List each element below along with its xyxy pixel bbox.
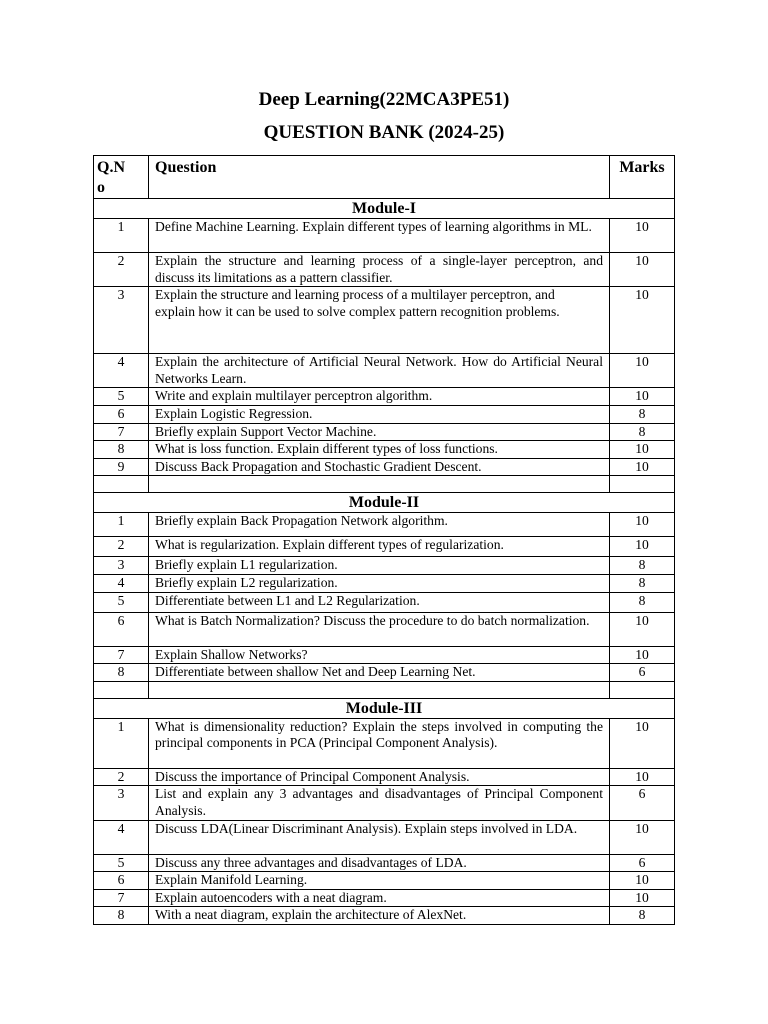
question-text-line: Explain the architecture of Artificial Neural Network. How do Artificial Neural Networks Learn. [155,354,603,386]
question-row [94,907,675,925]
question-number: 1 [94,718,149,768]
question-marks: 6 [610,664,675,682]
question-row [94,718,675,768]
question-table-body [94,156,675,925]
question-marks: 10 [610,612,675,646]
question-text [149,612,610,646]
question-number: 8 [94,441,149,459]
question-number: 3 [94,557,149,575]
question-text [149,820,610,854]
question-row [94,646,675,664]
blank-cell [94,681,149,698]
question-number: 6 [94,872,149,890]
question-text-line: Differentiate between L1 and L2 Regularization. [155,592,420,608]
question-marks: 10 [610,388,675,406]
question-row [94,287,675,354]
blank-cell [149,476,610,493]
question-text-line: Define Machine Learning. Explain different types of learning algorithms in ML. [155,219,592,234]
question-text-line: Explain the structure and learning process of a single-layer perceptron, and discuss its limitations as a pattern classifier. [155,253,603,285]
question-text [149,405,610,423]
question-text [149,889,610,907]
module-title: Module-I [94,199,675,219]
question-row [94,219,675,253]
question-text-line: explain how it can be used to solve complex pattern recognition problems. [155,303,560,319]
question-marks: 10 [610,646,675,664]
question-marks: 10 [610,889,675,907]
question-row [94,513,675,537]
question-text-line: Discuss the importance of Principal Component Analysis. [155,768,470,784]
question-text [149,574,610,592]
question-marks: 10 [610,458,675,476]
question-text [149,646,610,664]
question-number: 8 [94,907,149,925]
question-text [149,287,610,354]
module-header-row [94,698,675,718]
question-text-line: Explain Manifold Learning. [155,872,308,888]
question-number: 3 [94,287,149,354]
question-row [94,664,675,682]
question-text-line: What is dimensionality reduction? Explain the steps involved in computing the principal components in PCA (Principal Component Analysis). [155,718,603,751]
question-text-line: List and explain any 3 advantages and disadvantages of Principal Component Analysis. [155,786,603,818]
question-number: 8 [94,664,149,682]
question-marks: 8 [610,574,675,592]
question-text [149,253,610,287]
question-row [94,388,675,406]
question-text-line: Write and explain multilayer perceptron algorithm. [155,388,433,404]
question-row [94,786,675,820]
question-number: 4 [94,574,149,592]
question-marks: 10 [610,872,675,890]
question-text [149,557,610,575]
question-number: 3 [94,786,149,820]
question-text-line: Differentiate between shallow Net and Deep Learning Net. [155,664,476,680]
question-number: 4 [94,820,149,854]
question-number: 7 [94,423,149,441]
question-text [149,537,610,557]
question-row [94,557,675,575]
question-number: 7 [94,889,149,907]
question-text [149,219,610,253]
marks-header: Marks [610,156,675,199]
qno-header: Q.N o [94,156,149,199]
question-number: 2 [94,537,149,557]
question-number: 9 [94,458,149,476]
question-marks: 10 [610,768,675,786]
question-row [94,423,675,441]
question-text-line: Explain Shallow Networks? [155,646,308,662]
question-marks: 10 [610,537,675,557]
question-number: 5 [94,388,149,406]
question-header: Question [149,156,610,199]
question-text-line: What is regularization. Explain different types of regularization. [155,537,504,553]
question-text [149,786,610,820]
question-text [149,592,610,612]
question-number: 5 [94,854,149,872]
question-row [94,405,675,423]
question-number: 6 [94,405,149,423]
question-row [94,820,675,854]
blank-cell [149,681,610,698]
question-text [149,664,610,682]
question-row [94,458,675,476]
question-marks: 10 [610,354,675,388]
question-text-line: Discuss LDA(Linear Discriminant Analysis). Explain steps involved in LDA. [155,820,578,836]
module-title: Module-III [94,698,675,718]
question-row [94,253,675,287]
question-text [149,768,610,786]
question-text-line: With a neat diagram, explain the architecture of AlexNet. [155,907,467,923]
question-text [149,388,610,406]
question-number: 5 [94,592,149,612]
question-marks: 8 [610,592,675,612]
question-text-line: Explain autoencoders with a neat diagram. [155,889,387,905]
question-row [94,889,675,907]
blank-row [94,681,675,698]
question-text [149,354,610,388]
question-text-line: Explain the structure and learning process of a multilayer perceptron, and [155,287,555,303]
question-row [94,354,675,388]
blank-cell [610,681,675,698]
question-text [149,872,610,890]
question-row [94,872,675,890]
question-marks: 8 [610,423,675,441]
question-text [149,423,610,441]
question-row [94,574,675,592]
question-text [149,718,610,768]
question-row [94,854,675,872]
module-title: Module-II [94,493,675,513]
question-text-line: Briefly explain L2 regularization. [155,574,338,590]
question-text-line: Explain Logistic Regression. [155,405,313,421]
question-row [94,768,675,786]
document-title: Deep Learning(22MCA3PE51) [258,89,510,110]
question-text [149,458,610,476]
question-number: 7 [94,646,149,664]
question-number: 1 [94,513,149,537]
blank-cell [610,476,675,493]
module-header-row [94,199,675,219]
question-text-line: Briefly explain Support Vector Machine. [155,423,377,439]
question-number: 6 [94,612,149,646]
question-text [149,854,610,872]
question-text [149,441,610,459]
table-header-row [94,156,675,199]
question-text-line: Discuss Back Propagation and Stochastic Gradient Descent. [155,458,482,474]
question-row [94,592,675,612]
question-text [149,513,610,537]
blank-row [94,476,675,493]
question-marks: 8 [610,907,675,925]
question-text-line: What is loss function. Explain different types of loss functions. [155,441,498,457]
question-marks: 10 [610,718,675,768]
question-marks: 10 [610,820,675,854]
question-text-line: Briefly explain L1 regularization. [155,557,338,573]
question-marks: 10 [610,287,675,354]
module-header-row [94,493,675,513]
question-row [94,537,675,557]
question-row [94,612,675,646]
question-marks: 10 [610,219,675,253]
question-number: 2 [94,253,149,287]
question-table [93,155,675,925]
question-text [149,907,610,925]
question-marks: 8 [610,405,675,423]
question-marks: 10 [610,441,675,459]
question-row [94,441,675,459]
question-number: 2 [94,768,149,786]
question-text-line: Discuss any three advantages and disadvantages of LDA. [155,854,467,870]
question-marks: 10 [610,253,675,287]
question-number: 4 [94,354,149,388]
question-marks: 10 [610,513,675,537]
question-marks: 6 [610,854,675,872]
question-text-line: Briefly explain Back Propagation Network algorithm. [155,513,448,529]
question-marks: 8 [610,557,675,575]
question-marks: 6 [610,786,675,820]
blank-cell [94,476,149,493]
question-number: 1 [94,219,149,253]
document-subtitle: QUESTION BANK (2024-25) [263,122,505,143]
question-text-line: What is Batch Normalization? Discuss the procedure to do batch normalization. [155,612,590,628]
